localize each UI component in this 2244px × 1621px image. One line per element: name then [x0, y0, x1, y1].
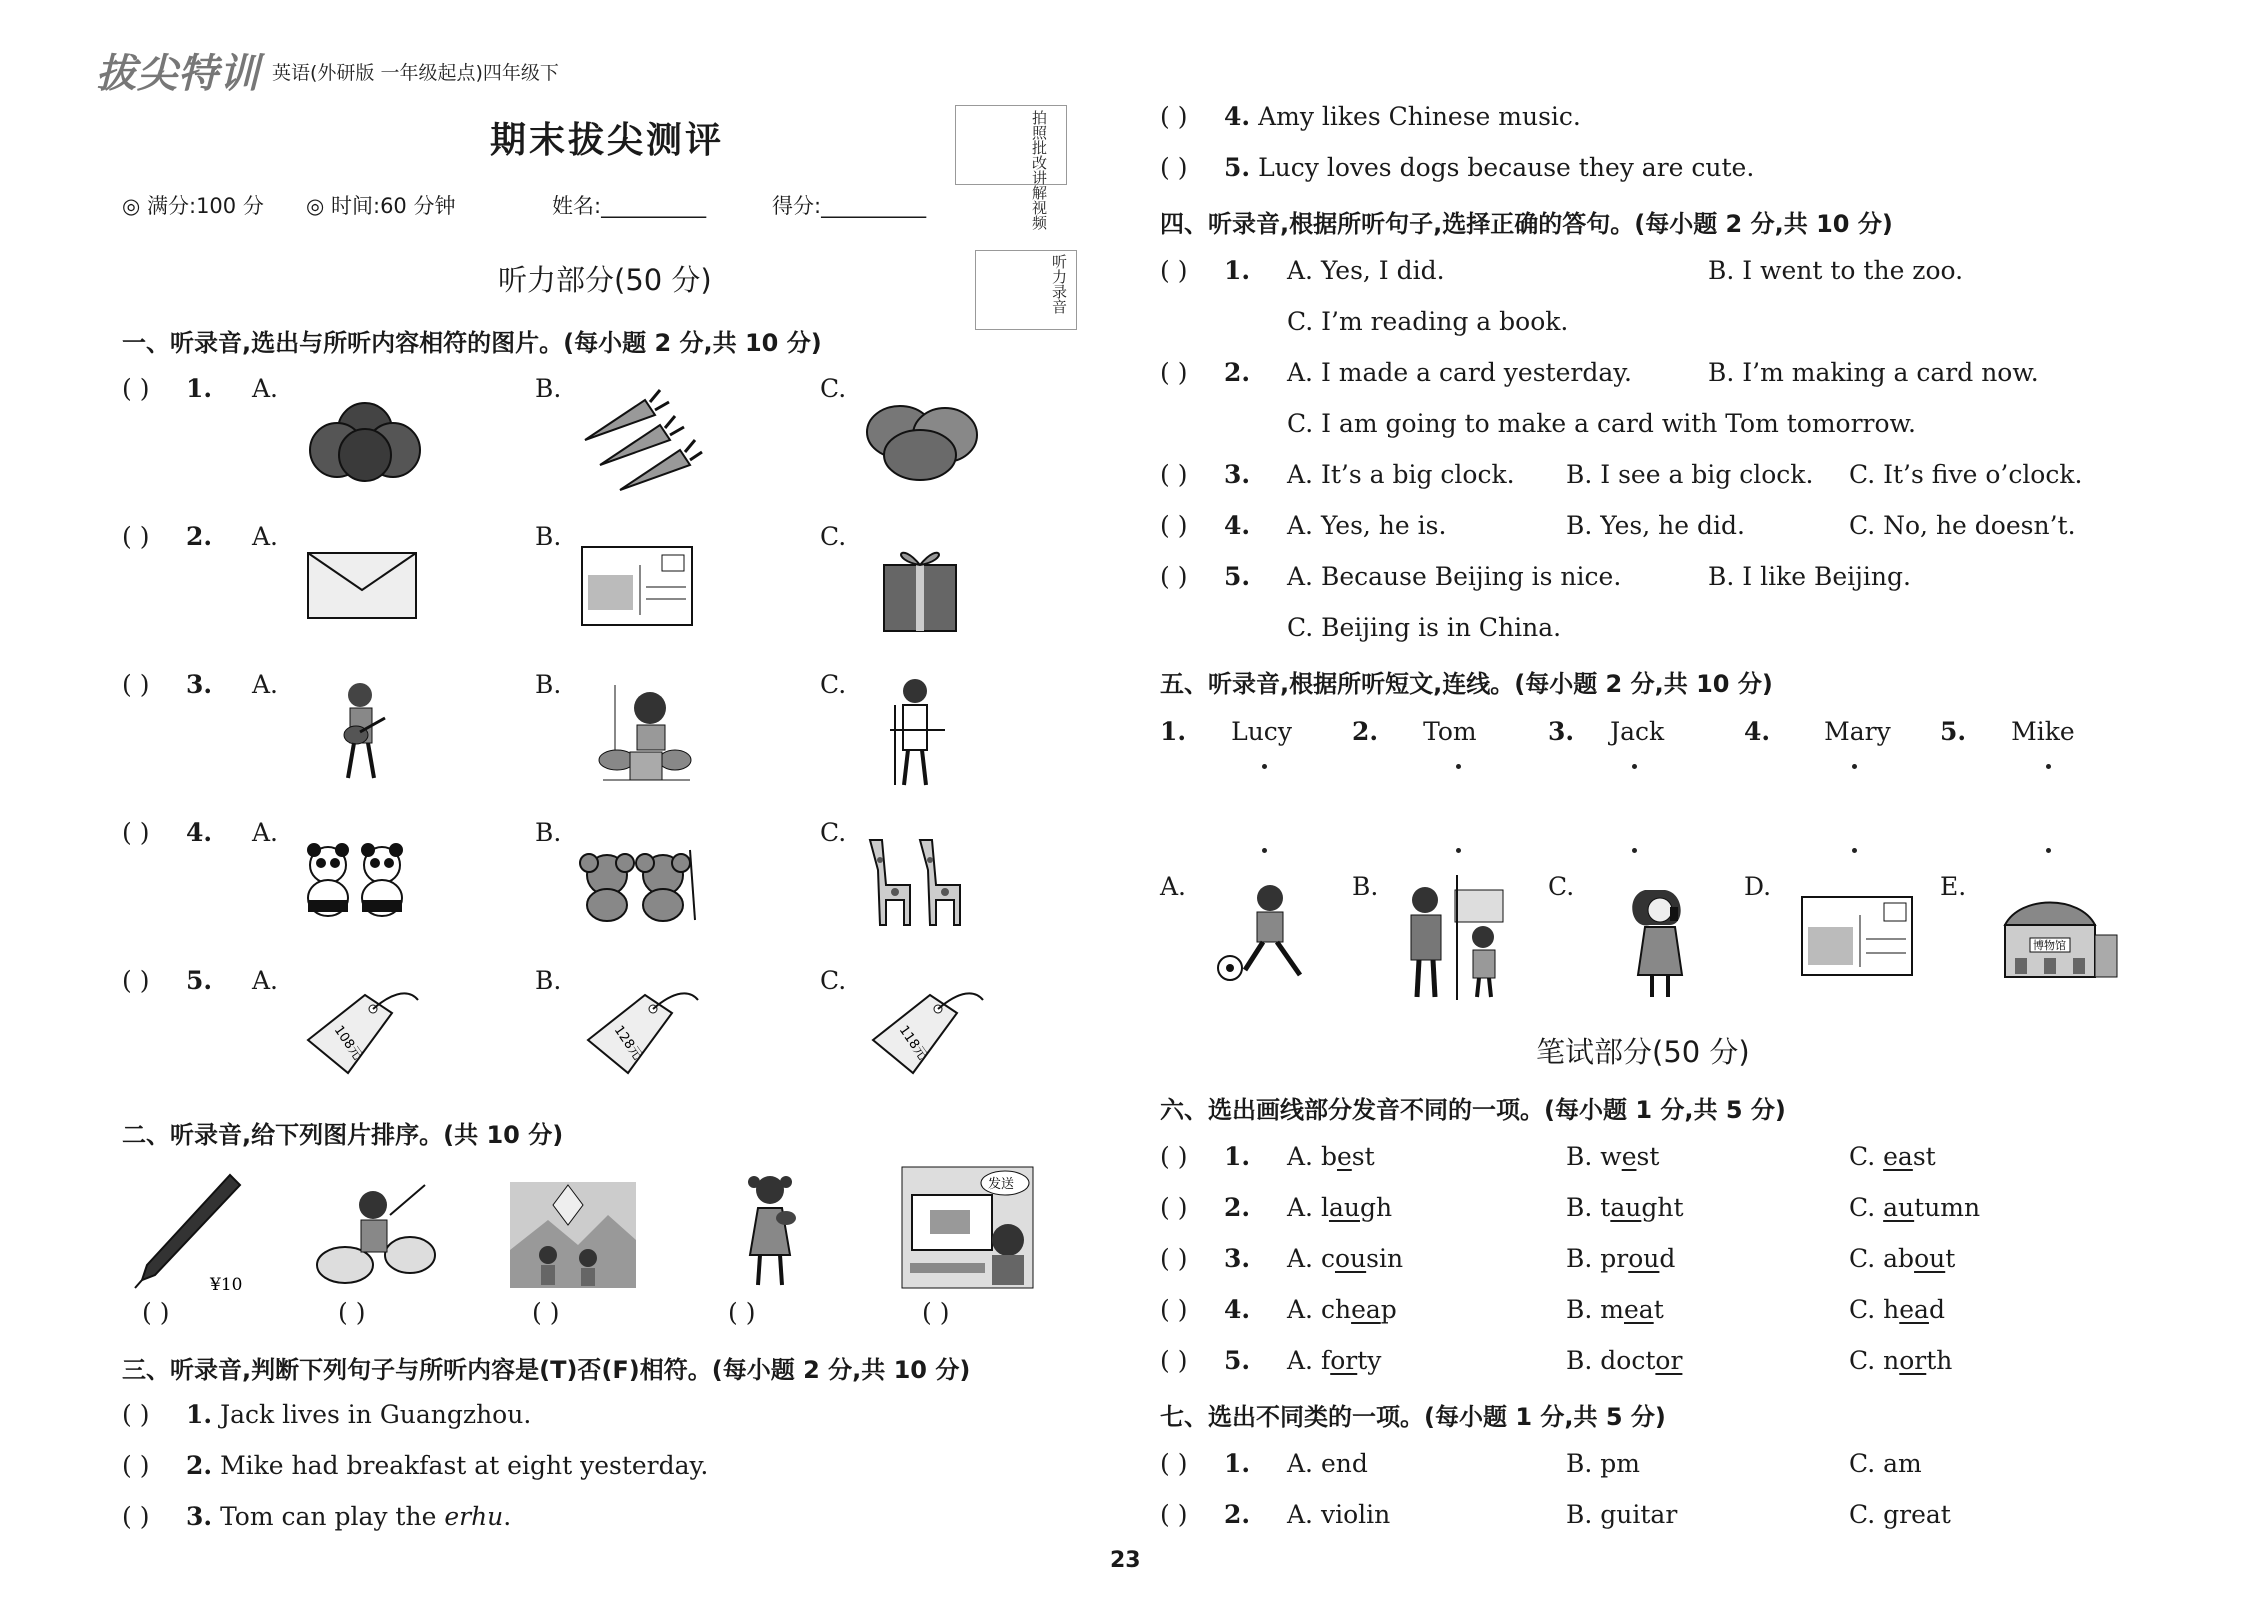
- option-b: B. I went to the zoo.: [1708, 256, 1964, 285]
- tf-question-4: ( ) 4. Amy likes Chinese music.: [1160, 102, 1581, 131]
- option-b: B. doctor: [1566, 1346, 1683, 1375]
- option-c: C.: [820, 374, 847, 403]
- museum-building-image: [2000, 890, 2120, 982]
- pen-image: [130, 1170, 245, 1295]
- book-subtitle: 英语(外研版 一年级起点)四年级下: [272, 62, 559, 84]
- phonics-question-3: ( ) 3.: [1160, 1244, 1251, 1273]
- option-b: B. meat: [1566, 1295, 1664, 1324]
- section-2-title: 二、听录音,给下列图片排序。(共 10 分): [122, 1121, 564, 1149]
- option-c: C. I am going to make a card with Tom tomorrow.: [1287, 409, 1916, 438]
- order-blank-4[interactable]: ( ): [728, 1298, 756, 1327]
- question-1-3: ( ) 3.: [122, 670, 213, 699]
- section-5-title: 五、听录音,根据所听短文,连线。(每小题 2 分,共 10 分): [1160, 670, 1773, 698]
- brand-logo: 拔尖特训: [96, 51, 260, 97]
- option-c: C.: [820, 670, 847, 699]
- match-dot-bottom-1[interactable]: [1262, 848, 1267, 853]
- option-c: C. Beijing is in China.: [1287, 613, 1562, 642]
- violinist-image: [880, 675, 950, 790]
- phonics-question-5: ( ) 5.: [1160, 1346, 1251, 1375]
- reply-question-3: ( ) 3.: [1160, 460, 1251, 489]
- option-a: A. cousin: [1287, 1244, 1404, 1273]
- page-number: 23: [1110, 1548, 1141, 1573]
- answer-blank[interactable]: ( ): [1160, 1500, 1188, 1529]
- option-a: A.: [252, 818, 279, 847]
- option-b: B.: [535, 374, 562, 403]
- option-b: B.: [535, 522, 562, 551]
- tf-question-3: ( ) 3. Tom can play the erhu.: [122, 1502, 512, 1531]
- reply-question-1: ( ) 1.: [1160, 256, 1251, 285]
- price-tag-c-image: [865, 985, 990, 1080]
- option-c: C. No, he doesn’t.: [1849, 511, 2076, 540]
- carrots-image: [575, 380, 705, 495]
- match-dot-bottom-3[interactable]: [1632, 848, 1637, 853]
- section-7-title: 七、选出不同类的一项。(每小题 1 分,共 5 分): [1160, 1403, 1666, 1431]
- order-blank-2[interactable]: ( ): [338, 1298, 366, 1327]
- answer-blank[interactable]: ( ): [1160, 153, 1188, 182]
- category-question-2: ( ) 2.: [1160, 1500, 1251, 1529]
- option-c: C.: [820, 522, 847, 551]
- pen-price: ¥10: [210, 1275, 243, 1295]
- answer-blank[interactable]: ( ): [122, 1502, 150, 1531]
- answer-blank[interactable]: ( ): [122, 966, 150, 995]
- answer-blank[interactable]: ( ): [1160, 1295, 1188, 1324]
- order-blank-5[interactable]: ( ): [922, 1298, 950, 1327]
- category-question-1: ( ) 1.: [1160, 1449, 1251, 1478]
- girl-violin-image: [730, 1170, 810, 1290]
- pandas-image: [300, 840, 415, 920]
- match-dot-bottom-4[interactable]: [1852, 848, 1857, 853]
- option-a: A. violin: [1287, 1500, 1391, 1529]
- option-c: C. I’m reading a book.: [1287, 307, 1569, 336]
- phonics-question-4: ( ) 4.: [1160, 1295, 1251, 1324]
- exam-title: 期末拔尖测评: [490, 119, 725, 161]
- match-name-3: 3. Jack: [1548, 717, 1665, 746]
- option-b: B. taught: [1566, 1193, 1684, 1222]
- order-blank-1[interactable]: ( ): [142, 1298, 170, 1327]
- match-dot-top-4[interactable]: [1852, 764, 1857, 769]
- option-a: A. forty: [1287, 1346, 1382, 1375]
- boy-drums-image: [595, 680, 695, 790]
- option-b: B. west: [1566, 1142, 1660, 1171]
- tf-question-1: ( ) 1. Jack lives in Guangzhou.: [122, 1400, 532, 1429]
- giraffes-image: [860, 830, 985, 930]
- option-a: A.: [252, 374, 279, 403]
- option-c: C.: [820, 966, 847, 995]
- answer-blank[interactable]: ( ): [1160, 511, 1188, 540]
- answer-blank[interactable]: ( ): [1160, 460, 1188, 489]
- option-a: A. Yes, he is.: [1287, 511, 1447, 540]
- match-name-4: 4. Mary: [1744, 717, 1891, 746]
- answer-blank[interactable]: ( ): [122, 522, 150, 551]
- option-b: B. pm: [1566, 1449, 1640, 1478]
- price-tag-b-text: 128元: [610, 1023, 645, 1063]
- option-c: C. east: [1849, 1142, 1936, 1171]
- koalas-image: [575, 845, 705, 925]
- listening-section-title: 听力部分(50 分): [498, 263, 712, 297]
- send-bubble-text: 发送: [988, 1177, 1015, 1192]
- answer-blank[interactable]: ( ): [1160, 1244, 1188, 1273]
- answer-blank[interactable]: ( ): [1160, 358, 1188, 387]
- match-dot-top-3[interactable]: [1632, 764, 1637, 769]
- option-b: B. proud: [1566, 1244, 1676, 1273]
- tomatoes-image: [295, 395, 435, 485]
- match-name-5: 5. Mike: [1940, 717, 2075, 746]
- option-a: A. Because Beijing is nice.: [1287, 562, 1622, 591]
- option-c: C. north: [1849, 1346, 1953, 1375]
- question-1-2: ( ) 2.: [122, 522, 213, 551]
- section-6-title: 六、选出画线部分发音不同的一项。(每小题 1 分,共 5 分): [1160, 1096, 1786, 1124]
- answer-blank[interactable]: ( ): [122, 818, 150, 847]
- match-dot-top-1[interactable]: [1262, 764, 1267, 769]
- answer-blank[interactable]: ( ): [1160, 1142, 1188, 1171]
- answer-blank[interactable]: ( ): [1160, 562, 1188, 591]
- reply-question-4: ( ) 4.: [1160, 511, 1251, 540]
- option-a: A.: [252, 670, 279, 699]
- price-tag-c-text: 118元: [895, 1023, 930, 1063]
- section-1-title: 一、听录音,选出与所听内容相符的图片。(每小题 2 分,共 10 分): [122, 329, 822, 357]
- postcard-image: [1800, 895, 1915, 977]
- price-tag-b-image: [580, 985, 705, 1080]
- option-b: B.: [535, 670, 562, 699]
- option-a: A. Yes, I did.: [1287, 256, 1445, 285]
- father-son-image: [1395, 875, 1515, 1000]
- postcard-image: [580, 545, 695, 627]
- tf-question-5: ( ) 5. Lucy loves dogs because they are cute.: [1160, 153, 1755, 182]
- computer-email-image: [900, 1165, 1035, 1290]
- option-a: A. I made a card yesterday.: [1287, 358, 1632, 387]
- option-c: C. great: [1849, 1500, 1951, 1529]
- option-b: B. I like Beijing.: [1708, 562, 1911, 591]
- option-a: A.: [252, 522, 279, 551]
- option-a: A. laugh: [1287, 1193, 1393, 1222]
- phonics-question-2: ( ) 2.: [1160, 1193, 1251, 1222]
- option-b: B.: [535, 818, 562, 847]
- order-blank-3[interactable]: ( ): [532, 1298, 560, 1327]
- match-name-1: 1. Lucy: [1160, 717, 1292, 746]
- tf-question-2: ( ) 2. Mike had breakfast at eight yesterday.: [122, 1451, 709, 1480]
- match-letter-c: C.: [1548, 872, 1575, 901]
- answer-blank[interactable]: ( ): [1160, 102, 1188, 131]
- option-a: A.: [252, 966, 279, 995]
- option-a: A. It’s a big clock.: [1287, 460, 1515, 489]
- match-dot-bottom-5[interactable]: [2046, 848, 2051, 853]
- question-1-5: ( ) 5.: [122, 966, 213, 995]
- reply-question-2: ( ) 2.: [1160, 358, 1251, 387]
- price-tag-a-image: [300, 985, 425, 1080]
- boy-playing-with-sheep-image: [315, 1175, 440, 1290]
- section-3-title: 三、听录音,判断下列句子与所听内容是(T)否(F)相符。(每小题 2 分,共 10 分): [122, 1356, 971, 1384]
- qr-audio-label: 听力录音: [1050, 254, 1068, 314]
- answer-blank[interactable]: ( ): [122, 1451, 150, 1480]
- option-a: A. cheap: [1287, 1295, 1397, 1324]
- price-tag-a-text: 108元: [330, 1023, 365, 1063]
- answer-blank[interactable]: ( ): [1160, 1346, 1188, 1375]
- option-c: C. autumn: [1849, 1193, 1981, 1222]
- match-letter-a: A.: [1160, 872, 1187, 901]
- potatoes-image: [865, 400, 980, 485]
- question-1-1: ( ) 1.: [122, 374, 213, 403]
- option-b: B. Yes, he did.: [1566, 511, 1745, 540]
- score-field[interactable]: 得分:__________: [772, 194, 927, 218]
- writing-section-title: 笔试部分(50 分): [1536, 1035, 1750, 1069]
- qr-code-grading[interactable]: [955, 105, 1067, 230]
- option-c: C.: [820, 818, 847, 847]
- museum-sign: 博物馆: [2033, 939, 2066, 952]
- option-c: C. head: [1849, 1295, 1945, 1324]
- question-1-4: ( ) 4.: [122, 818, 213, 847]
- option-a: A. best: [1287, 1142, 1375, 1171]
- match-letter-d: D.: [1744, 872, 1772, 901]
- option-b: B. guitar: [1566, 1500, 1678, 1529]
- kite-flying-image: [508, 1180, 638, 1290]
- option-c: C. It’s five o’clock.: [1849, 460, 2083, 489]
- answer-blank[interactable]: ( ): [1160, 256, 1188, 285]
- answer-blank[interactable]: ( ): [122, 374, 150, 403]
- option-b: B. I’m making a card now.: [1708, 358, 2039, 387]
- option-a: A. end: [1287, 1449, 1368, 1478]
- match-letter-e: E.: [1940, 872, 1967, 901]
- match-dot-bottom-2[interactable]: [1456, 848, 1461, 853]
- reply-question-5: ( ) 5.: [1160, 562, 1251, 591]
- answer-blank[interactable]: ( ): [1160, 1449, 1188, 1478]
- score-total: ◎ 满分:100 分: [122, 194, 264, 218]
- option-b: B. I see a big clock.: [1566, 460, 1814, 489]
- qr-grading-label: 拍照批改讲解视频: [1030, 110, 1048, 230]
- answer-blank[interactable]: ( ): [122, 1400, 150, 1429]
- option-b: B.: [535, 966, 562, 995]
- option-c: C. am: [1849, 1449, 1922, 1478]
- answer-blank[interactable]: ( ): [1160, 1193, 1188, 1222]
- match-name-2: 2. Tom: [1352, 717, 1477, 746]
- section-4-title: 四、听录音,根据所听句子,选择正确的答句。(每小题 2 分,共 10 分): [1160, 210, 1893, 238]
- name-field[interactable]: 姓名:__________: [552, 194, 707, 218]
- match-letter-b: B.: [1352, 872, 1379, 901]
- time-limit: ◎ 时间:60 分钟: [306, 194, 456, 218]
- boy-football-image: [1215, 880, 1315, 985]
- option-c: C. about: [1849, 1244, 1956, 1273]
- match-dot-top-5[interactable]: [2046, 764, 2051, 769]
- woman-phone-image: [1620, 885, 1700, 1000]
- gift-box-image: [880, 535, 960, 635]
- envelope-image: [305, 550, 420, 622]
- phonics-question-1: ( ) 1.: [1160, 1142, 1251, 1171]
- boy-guitar-image: [330, 680, 390, 785]
- answer-blank[interactable]: ( ): [122, 670, 150, 699]
- match-dot-top-2[interactable]: [1456, 764, 1461, 769]
